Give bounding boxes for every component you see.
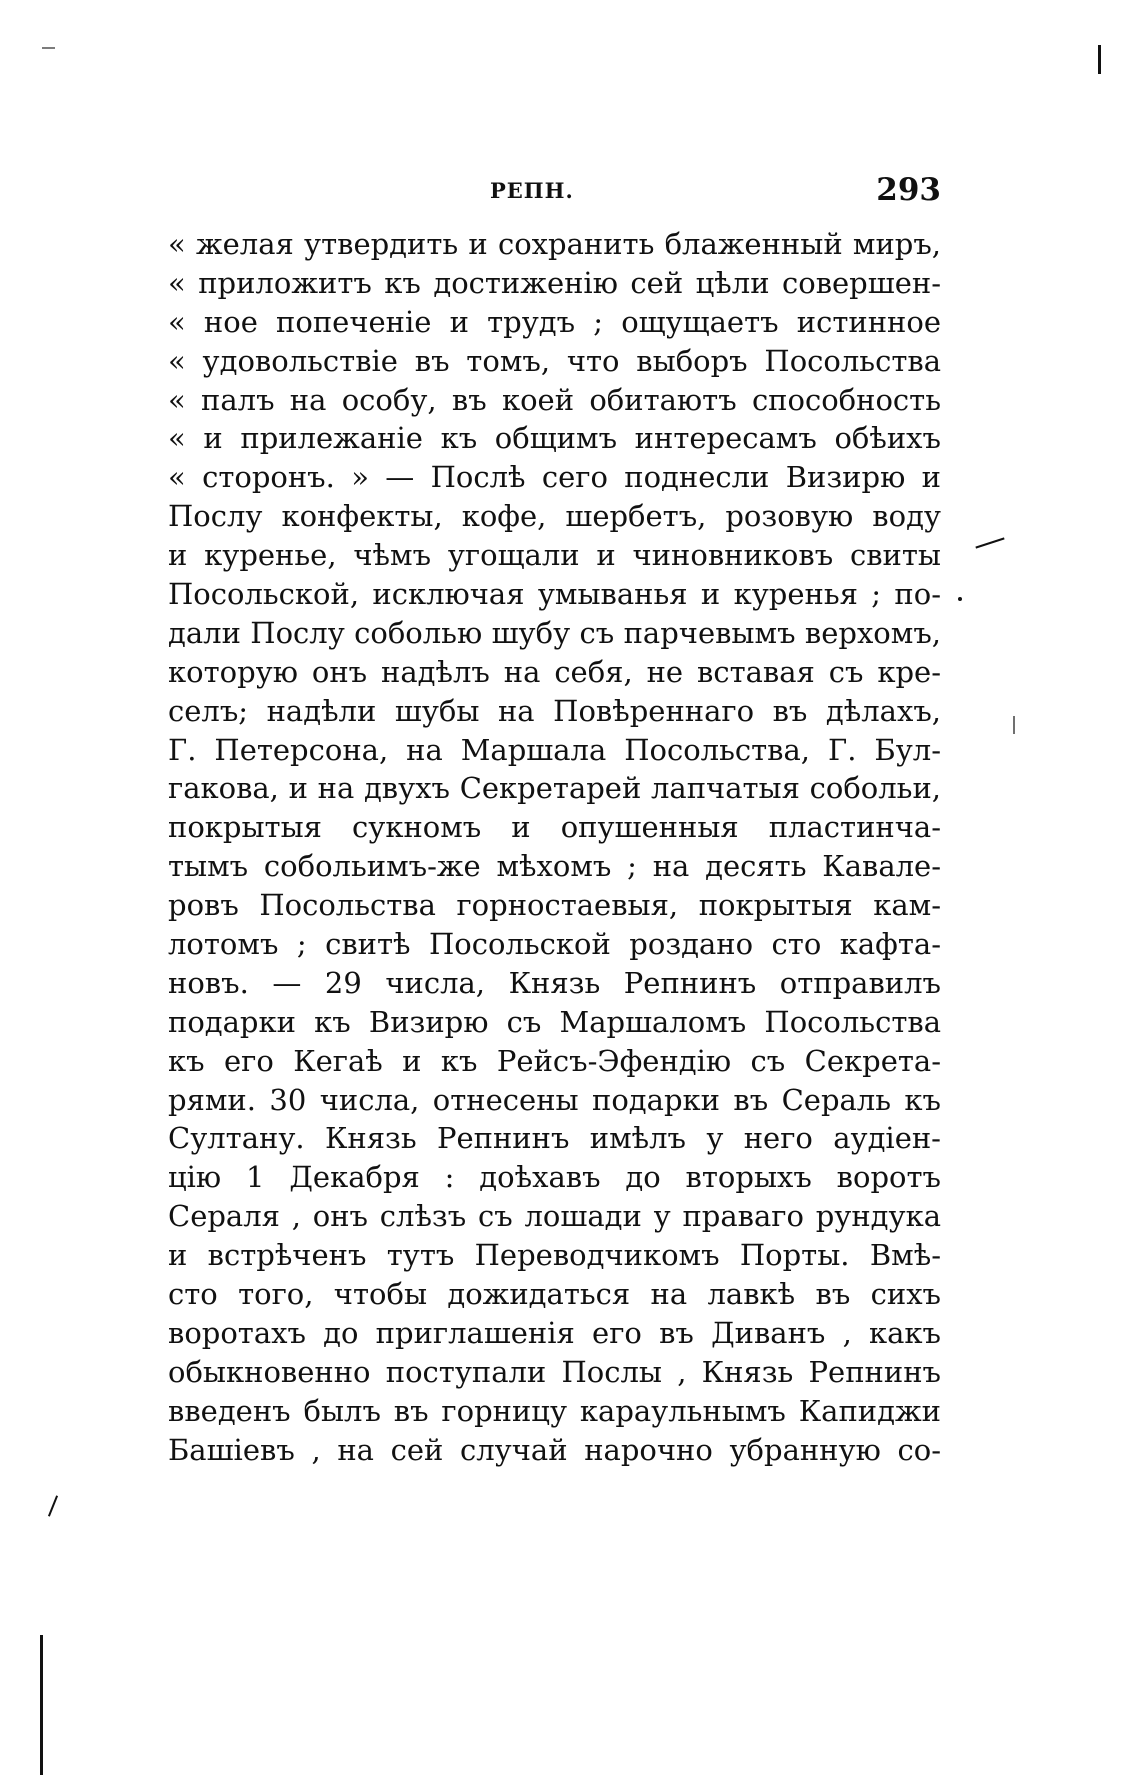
body-text xyxy=(168,225,941,1470)
text-line: гакова, и на двухъ Секретарей лапчатыя собольи, xyxy=(168,771,941,806)
page-number: 293 xyxy=(876,172,941,208)
scan-mark-top-left xyxy=(42,47,55,49)
text-line: Сераля , онъ слѣзъ съ лошади у праваго рундука xyxy=(168,1199,941,1234)
scan-mark-bottom-left xyxy=(40,1635,43,1775)
text-line: которую онъ надѣлъ на себя, не вставая съ кре- xyxy=(168,654,941,689)
text-line: дали Послу соболью шубу съ парчевымъ верхомъ, xyxy=(168,615,941,650)
text-line: селъ; надѣли шубы на Повѣреннаго въ дѣлахъ, xyxy=(168,693,941,728)
text-line: къ его Кегаѣ и къ Рейсъ-Эфендію съ Секрета- xyxy=(168,1043,941,1078)
text-line: лотомъ ; свитѣ Посольской роздано сто кафта- xyxy=(168,927,941,962)
text-line: Султану. Князь Репнинъ имѣлъ у него аудіен- xyxy=(168,1121,941,1156)
text-line: цію 1 Декабря : доѣхавъ до вторыхъ воротъ xyxy=(168,1160,941,1195)
margin-tick-mark xyxy=(1013,716,1015,734)
margin-slash-mark xyxy=(48,1495,58,1516)
text-line: ровъ Посольства горностаевыя, покрытыя кам- xyxy=(168,888,941,923)
running-head: РЕПН. xyxy=(490,178,574,203)
text-line: покрытыя сукномъ и опушенныя пластинча- xyxy=(168,810,941,845)
text-line: Посольской, исключая умыванья и куренья ; по- xyxy=(168,577,941,612)
text-line: введенъ былъ въ горницу караульнымъ Капиджи xyxy=(168,1393,941,1428)
text-line: Башіевъ , на сей случай нарочно убранную со- xyxy=(168,1432,941,1467)
text-line: « и прилежаніе къ общимъ интересамъ обѣихъ xyxy=(168,421,941,456)
margin-dot-mark xyxy=(958,597,962,601)
margin-pencil-mark xyxy=(975,537,1004,548)
text-line: « сторонъ. » — Послѣ сего поднесли Визирю и xyxy=(168,460,941,495)
text-line: обыкновенно поступали Послы , Князь Репнинъ xyxy=(168,1354,941,1389)
text-line: воротахъ до приглашенія его въ Диванъ , какъ xyxy=(168,1315,941,1350)
text-line: « палъ на особу, въ коей обитаютъ способность xyxy=(168,382,941,417)
text-line: подарки къ Визирю съ Маршаломъ Посольства xyxy=(168,1004,941,1039)
text-line: тымъ собольимъ-же мѣхомъ ; на десять Кавале- xyxy=(168,849,941,884)
text-line: сто того, чтобы дожидаться на лавкѣ въ сихъ xyxy=(168,1277,941,1312)
text-line: « ное попеченіе и трудъ ; ощущаетъ истинное xyxy=(168,304,941,339)
text-line: Послу конфекты, кофе, шербетъ, розовую воду xyxy=(168,499,941,534)
text-line: « удовольствіе въ томъ, что выборъ Посольства xyxy=(168,343,941,378)
text-line: рями. 30 числа, отнесены подарки въ Сераль къ xyxy=(168,1082,941,1117)
scan-mark-top-right xyxy=(1098,45,1101,74)
text-line: и встрѣченъ тутъ Переводчикомъ Порты. Вмѣ- xyxy=(168,1238,941,1273)
page-header xyxy=(168,172,941,218)
text-line: и куренье, чѣмъ угощали и чиновниковъ свиты xyxy=(168,538,941,573)
text-line: Г. Петерсона, на Маршала Посольства, Г. Бул- xyxy=(168,732,941,767)
text-line: « желая утвердить и сохранить блаженный миръ, xyxy=(168,227,941,261)
text-line: « приложитъ къ достиженію сей цѣли совершен- xyxy=(168,265,941,300)
text-line: новъ. — 29 числа, Князь Репнинъ отправилъ xyxy=(168,965,941,1000)
